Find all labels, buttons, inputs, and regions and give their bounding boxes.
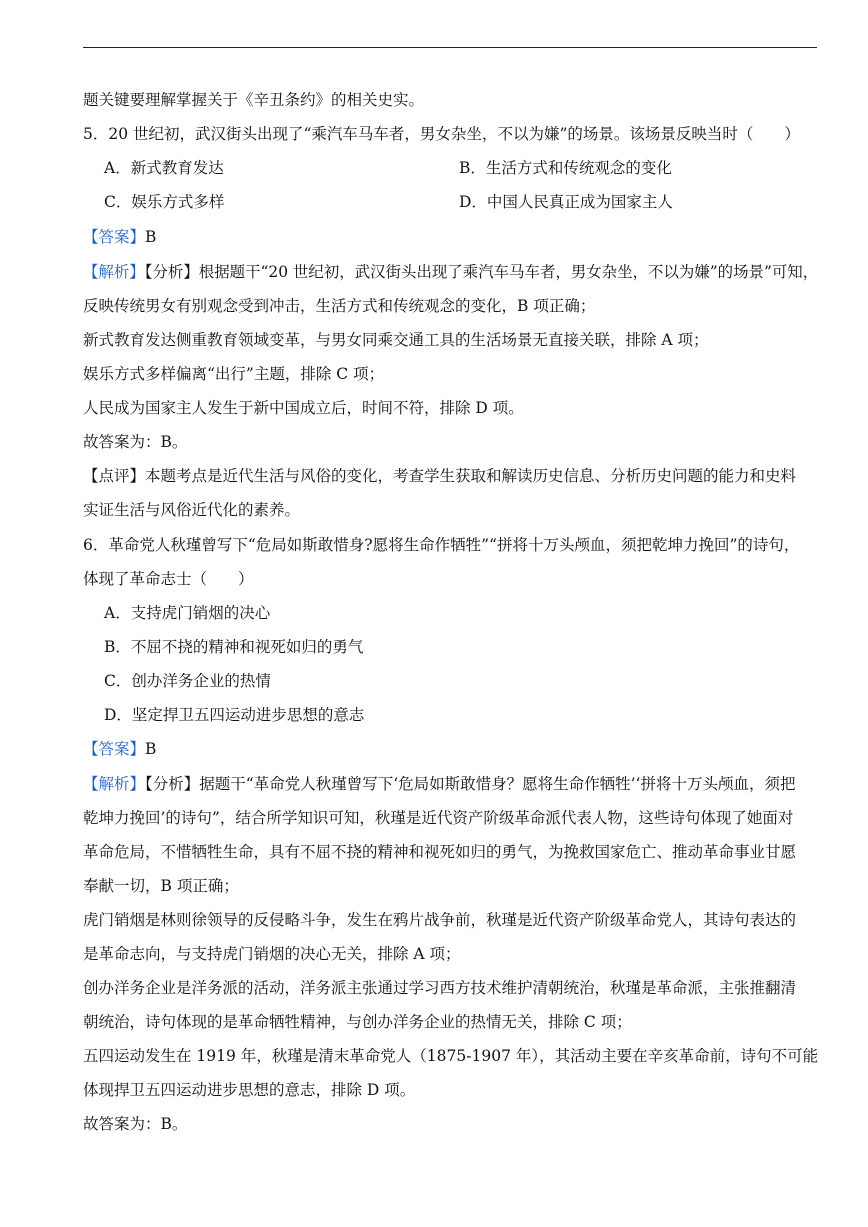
q6-stem: 6．革命党人秋瑾曾写下“危局如斯敢惜身?愿将生命作牺牲”“拼将十万头颅血，须把乾坤力挽回”的诗句， (83, 536, 800, 554)
q6-analysis-line: 体现捍卫五四运动进步思想的意志，排除 D 项。 (83, 1081, 416, 1099)
q6-option-b: B．不屈不挠的精神和视死如归的勇气 (104, 638, 364, 656)
q6-option-c: C．创办洋务企业的热情 (104, 672, 271, 690)
q5-analysis-line: 娱乐方式多样偏离“出行”主题，排除 C 项； (83, 365, 385, 383)
q6-option-d: D．坚定捍卫五四运动进步思想的意志 (104, 706, 365, 724)
q6-analysis-line: 虎门销烟是林则徐领导的反侵略斗争，发生在鸦片战争前，秋瑾是近代资产阶级革命党人，其诗句表达的 (83, 911, 797, 929)
q5-analysis-line: 人民成为国家主人发生于新中国成立后，时间不符，排除 D 项。 (83, 399, 524, 417)
q5-comment-line (83, 466, 796, 486)
q6-analysis-line: 乾坤力挽回’的诗句”，结合所学知识可知，秋瑾是近代资产阶级革命派代表人物，这些诗句体现了她面对 (83, 809, 794, 827)
q5-option-c: C．娱乐方式多样 (104, 193, 225, 211)
header-rule (83, 47, 817, 48)
q5-option-b: B．生活方式和传统观念的变化 (459, 159, 672, 177)
analysis-tag: 【解析】 (83, 263, 145, 281)
q5-stem: 5．20 世纪初，武汉街头出现了“乘汽车马车者，男女杂坐，不以为嫌”的场景。该场景反映当时（ ） (83, 125, 800, 143)
analysis-text: 【分析】根据题干“20 世纪初，武汉街头出现了乘汽车马车者，男女杂坐，不以为嫌”的场景”可知， (144, 263, 819, 281)
q6-stem: 体现了革命志士（ ） (83, 570, 254, 588)
q6-final-answer: 故答案为：B。 (83, 1115, 188, 1133)
q5-comment-line: 实证生活与风俗近代化的素养。 (83, 501, 301, 519)
q5-answer (83, 227, 156, 247)
analysis-tag: 【解析】 (83, 775, 146, 793)
q5-analysis-line (83, 262, 818, 282)
answer-tag: 【答案】 (83, 740, 146, 758)
q6-analysis-line: 五四运动发生在 1919 年，秋瑾是清末革命党人（1875-1907 年），其活动主要在辛亥革命前，诗句不可能 (83, 1047, 819, 1065)
q5-option-a: A．新式教育发达 (104, 159, 224, 177)
q5-analysis-line: 新式教育发达侧重教育领域变革，与男女同乘交通工具的生活场景无直接关联，排除 A 项； (83, 331, 709, 349)
q6-analysis-line: 革命危局，不惜牺牲生命，具有不屈不挠的精神和视死如归的勇气，为挽救国家危亡、推动革命事业甘愿 (83, 843, 797, 861)
q6-analysis-line: 朝统治，诗句体现的是革命牺牲精神，与创办洋务企业的热情无关，排除 C 项； (83, 1013, 632, 1031)
answer-value: B (145, 740, 157, 758)
answer-value: B (145, 228, 157, 246)
previous-question-tail: 题关键要理解掌握关于《辛丑条约》的相关史实。 (83, 91, 425, 109)
q6-option-a: A．支持虎门销烟的决心 (104, 604, 271, 622)
q6-analysis-line (83, 774, 795, 794)
q6-analysis-line: 奉献一切，B 项正确； (83, 877, 239, 895)
comment-text: 本题考点是近代生活与风俗的变化，考查学生获取和解读历史信息、分析历史问题的能力和史料 (145, 467, 797, 485)
comment-tag: 【点评】 (83, 467, 146, 485)
q5-analysis-line: 反映传统男女有别观念受到冲击，生活方式和传统观念的变化，B 项正确； (83, 297, 596, 315)
q6-analysis-line: 是革命志向，与支持虎门销烟的决心无关，排除 A 项； (83, 945, 461, 963)
analysis-text: 【分析】据题干“革命党人秋瑾曾写下‘危局如斯敢惜身？愿将生命作牺牲’‘拼将十万头颅血，须把 (145, 775, 796, 793)
q5-option-d: D．中国人民真正成为国家主人 (459, 193, 673, 211)
q6-analysis-line: 创办洋务企业是洋务派的活动，洋务派主张通过学习西方技术维护清朝统治，秋瑾是革命派，主张推翻清 (83, 979, 797, 997)
answer-tag: 【答案】 (83, 228, 146, 246)
q5-final-answer: 故答案为：B。 (83, 433, 188, 451)
q6-answer (83, 739, 156, 759)
